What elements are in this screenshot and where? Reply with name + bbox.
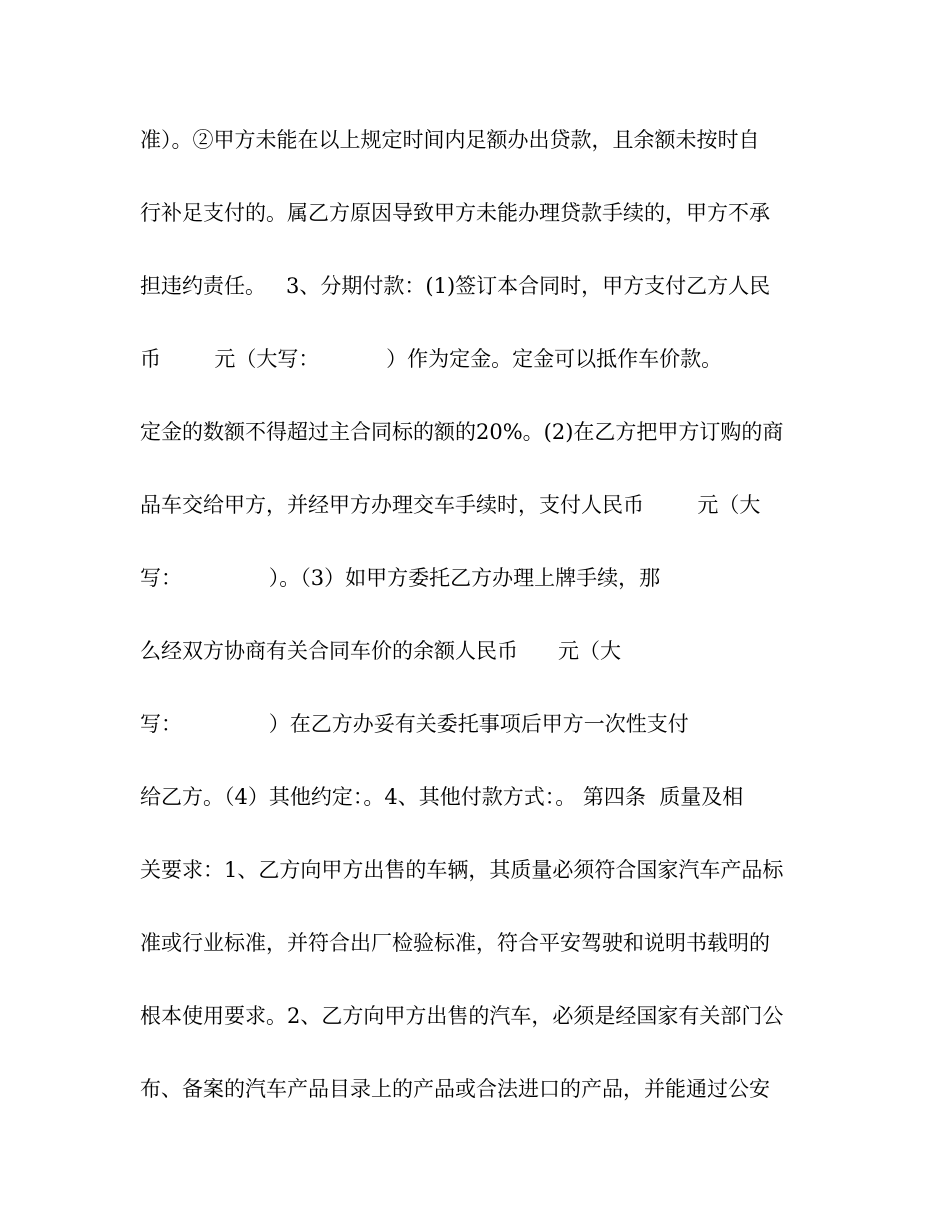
text-line-8: 么经双方协商有关合同车价的余额人民币 元（大 (140, 639, 622, 663)
text-line-5: 定金的数额不得超过主合同标的额的20%。(2)在乙方把甲方订购的商 (140, 420, 784, 444)
text-line-3: 担违约责任。 3、分期付款：(1)签订本合同时，甲方支付乙方人民 (140, 274, 771, 298)
text-line-7: 写： ）。（3）如甲方委托乙方办理上牌手续，那 (140, 566, 661, 590)
text-line-11: 关要求：1、乙方向甲方出售的车辆，其质量必须符合国家汽车产品标 (140, 858, 784, 882)
text-line-10: 给乙方。（4）其他约定：。4、其他付款方式：。 第四条 质量及相 (140, 785, 744, 809)
text-line-1: 准）。②甲方未能在以上规定时间内足额办出贷款，且余额未按时自 (140, 128, 760, 152)
text-line-6: 品车交给甲方，并经甲方办理交车手续时，支付人民币 元（大 (140, 493, 761, 517)
text-line-4: 币 元（大写： ）作为定金。定金可以抵作车价款。 (140, 347, 723, 371)
text-line-12: 准或行业标准，并符合出厂检验标准，符合平安驾驶和说明书载明的 (140, 931, 770, 955)
text-line-14: 布、备案的汽车产品目录上的产品或合法进口的产品，并能通过公安 (140, 1077, 770, 1101)
text-line-2: 行补足支付的。属乙方原因导致甲方未能办理贷款手续的，甲方不承 (140, 201, 770, 225)
text-line-13: 根本使用要求。2、乙方向甲方出售的汽车，必须是经国家有关部门公 (140, 1004, 784, 1028)
text-line-9: 写： ）在乙方办妥有关委托事项后甲方一次性支付 (140, 712, 689, 736)
